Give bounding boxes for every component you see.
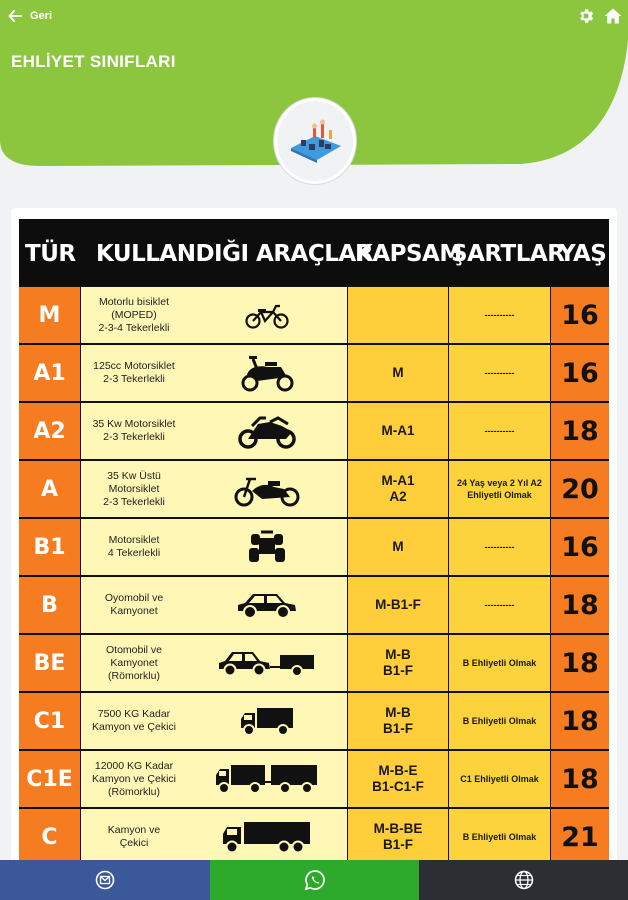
table-row [19, 461, 609, 517]
cell-vehicle-image [187, 403, 347, 459]
cell-vehicle-image [187, 287, 347, 343]
table-row [19, 519, 609, 575]
cell-vehicle-desc [81, 635, 187, 691]
vehicle-desc-line: (Römorklu) [108, 669, 160, 682]
cell-yas: 18 [551, 635, 609, 691]
website-button[interactable] [419, 860, 628, 900]
cell-tur: M [19, 287, 80, 343]
cell-kapsam [348, 693, 448, 749]
table-row [19, 693, 609, 749]
vehicle-desc-line: 12000 KG Kadar [94, 759, 174, 772]
mail-icon [95, 870, 115, 890]
chopper-motorcycle-icon [232, 471, 302, 507]
table-row [19, 345, 609, 401]
cell-tur: B [19, 577, 80, 633]
license-classes-logo-icon [285, 118, 345, 164]
cell-tur: A [19, 461, 80, 517]
cell-kapsam [348, 287, 448, 343]
whatsapp-button[interactable] [210, 860, 419, 900]
cell-kapsam [348, 461, 448, 517]
license-table [19, 219, 609, 864]
moped-icon [243, 300, 291, 330]
cell-sartlar: ---------- [449, 345, 550, 401]
cell-vehicle-desc [81, 345, 187, 401]
arrow-left-icon [8, 9, 22, 23]
cell-kapsam [348, 519, 448, 575]
vehicle-desc-line: Kamyon ve Çekici [91, 772, 177, 785]
cell-vehicle-desc [81, 461, 187, 517]
vehicle-desc-line: Kamyon ve Çekici [91, 721, 177, 733]
kapsam-line: M-B [385, 647, 411, 662]
vehicle-desc-line: Otomobil ve [105, 643, 163, 656]
whatsapp-icon [304, 869, 326, 891]
cell-yas: 16 [551, 345, 609, 401]
table-row [19, 577, 609, 633]
cell-tur: B1 [19, 519, 80, 575]
cell-vehicle-desc [81, 519, 187, 575]
cell-vehicle-image [187, 461, 347, 517]
cell-kapsam [348, 751, 448, 807]
table-header [19, 219, 609, 285]
truck-trailer-icon [215, 762, 319, 796]
cell-sartlar: B Ehliyetli Olmak [449, 809, 550, 864]
cell-yas: 18 [551, 403, 609, 459]
cell-vehicle-image [187, 809, 347, 864]
header-sartlar: ŞARTLAR [451, 241, 565, 267]
sport-motorcycle-icon [236, 412, 298, 450]
cell-sartlar: B Ehliyetli Olmak [449, 693, 550, 749]
globe-icon [513, 869, 535, 891]
vehicle-desc-line: Motorlu bisiklet [98, 295, 169, 308]
cell-vehicle-desc [81, 577, 187, 633]
kapsam-line: M-B-E [378, 763, 418, 778]
gear-icon[interactable] [577, 7, 595, 25]
cell-yas: 16 [551, 287, 609, 343]
kapsam-line: M-B1-F [375, 597, 421, 612]
cell-yas: 18 [551, 577, 609, 633]
cell-tur: C1 [19, 693, 80, 749]
cell-vehicle-desc [81, 287, 187, 343]
kapsam-line: M [392, 365, 404, 380]
cell-vehicle-image [187, 751, 347, 807]
table-row [19, 635, 609, 691]
cell-vehicle-desc [81, 809, 187, 864]
top-bar [0, 0, 628, 34]
car-icon [235, 589, 299, 621]
cell-yas: 18 [551, 751, 609, 807]
cell-tur: C [19, 809, 80, 864]
cell-kapsam [348, 635, 448, 691]
kapsam-line: M [392, 539, 404, 554]
cell-kapsam [348, 345, 448, 401]
cell-vehicle-image [187, 635, 347, 691]
vehicle-desc-line: 35 Kw Üstü [107, 469, 161, 482]
table-row [19, 287, 609, 343]
small-truck-icon [239, 705, 295, 737]
cell-vehicle-desc [81, 403, 187, 459]
cell-kapsam [348, 577, 448, 633]
kapsam-line: B1-F [383, 663, 413, 678]
cell-vehicle-image [187, 693, 347, 749]
kapsam-line: M-A1 [381, 473, 415, 488]
kapsam-line: M-A1 [381, 423, 415, 438]
vehicle-desc-line: Kamyonet [110, 656, 158, 669]
vehicle-desc-line: Kamyonet [110, 605, 158, 617]
vehicle-desc-line: 2-3 Tekerlekli [103, 373, 165, 385]
cell-sartlar: ---------- [449, 519, 550, 575]
cell-tur: C1E [19, 751, 80, 807]
cell-sartlar: B Ehliyetli Olmak [449, 635, 550, 691]
cell-kapsam [348, 403, 448, 459]
kapsam-line: M-B-BE [373, 821, 423, 836]
kapsam-line: A2 [389, 489, 407, 504]
cell-sartlar: ---------- [449, 577, 550, 633]
vehicle-desc-line: 4 Tekerlekli [107, 547, 161, 559]
cell-vehicle-image [187, 519, 347, 575]
header-kapsam: KAPSAM [355, 241, 462, 267]
cell-tur: A2 [19, 403, 80, 459]
cell-sartlar: C1 Ehliyetli Olmak [449, 751, 550, 807]
bottom-bar [0, 860, 628, 900]
kapsam-line: B1-F [383, 721, 413, 736]
back-button[interactable] [8, 6, 52, 26]
vehicle-desc-line: (Römorklu) [108, 785, 160, 798]
cell-yas: 21 [551, 809, 609, 864]
vehicle-desc-line: Motorsiklet [108, 482, 160, 495]
cell-yas: 16 [551, 519, 609, 575]
header-araclar: KULLANDIĞI ARAÇLAR [96, 241, 373, 267]
home-icon[interactable] [603, 6, 623, 26]
vehicle-desc-line: Kamyon ve [107, 824, 161, 836]
car-trailer-icon [217, 647, 317, 679]
vehicle-desc-line: 2-3-4 Tekerlekli [98, 321, 170, 334]
vehicle-desc-line: 7500 KG Kadar [97, 708, 171, 720]
vehicle-desc-line: 2-3 Tekerlekli [103, 495, 165, 508]
truck-icon [222, 820, 312, 854]
table-row [19, 751, 609, 807]
page-title: EHLİYET SINIFLARI [11, 52, 176, 71]
vehicle-desc-line: Motorsiklet [108, 534, 160, 546]
cell-sartlar: ---------- [449, 403, 550, 459]
mail-button[interactable] [0, 860, 210, 900]
cell-kapsam [348, 809, 448, 864]
vehicle-desc-line: Çekici [119, 837, 149, 849]
vehicle-desc-line: 35 Kw Motorsiklet [92, 418, 176, 430]
cell-tur: A1 [19, 345, 80, 401]
header-tur: TÜR [25, 241, 76, 267]
scooter-icon [237, 353, 297, 393]
vehicle-desc-line: 2-3 Tekerlekli [103, 431, 165, 443]
vehicle-desc-line: Oyomobil ve [104, 592, 164, 604]
cell-tur: BE [19, 635, 80, 691]
cell-yas: 18 [551, 693, 609, 749]
vehicle-desc-line: 125cc Motorsiklet [93, 360, 175, 372]
app-logo [274, 98, 356, 184]
cell-sartlar: 24 Yaş veya 2 Yıl A2 Ehliyetli Olmak [449, 461, 550, 517]
vehicle-desc-line: (MOPED) [111, 308, 157, 321]
cell-vehicle-image [187, 577, 347, 633]
kapsam-line: B1-C1-F [372, 779, 424, 794]
kapsam-line: M-B [385, 705, 411, 720]
kapsam-line: B1-F [383, 837, 413, 852]
table-row [19, 403, 609, 459]
cell-sartlar: ---------- [449, 287, 550, 343]
cell-yas: 20 [551, 461, 609, 517]
cell-vehicle-desc [81, 751, 187, 807]
back-label: Geri [30, 10, 53, 22]
atv-icon [247, 530, 287, 564]
cell-vehicle-desc [81, 693, 187, 749]
header-yas: YAŞ [559, 241, 607, 267]
cell-vehicle-image [187, 345, 347, 401]
table-row [19, 809, 609, 864]
